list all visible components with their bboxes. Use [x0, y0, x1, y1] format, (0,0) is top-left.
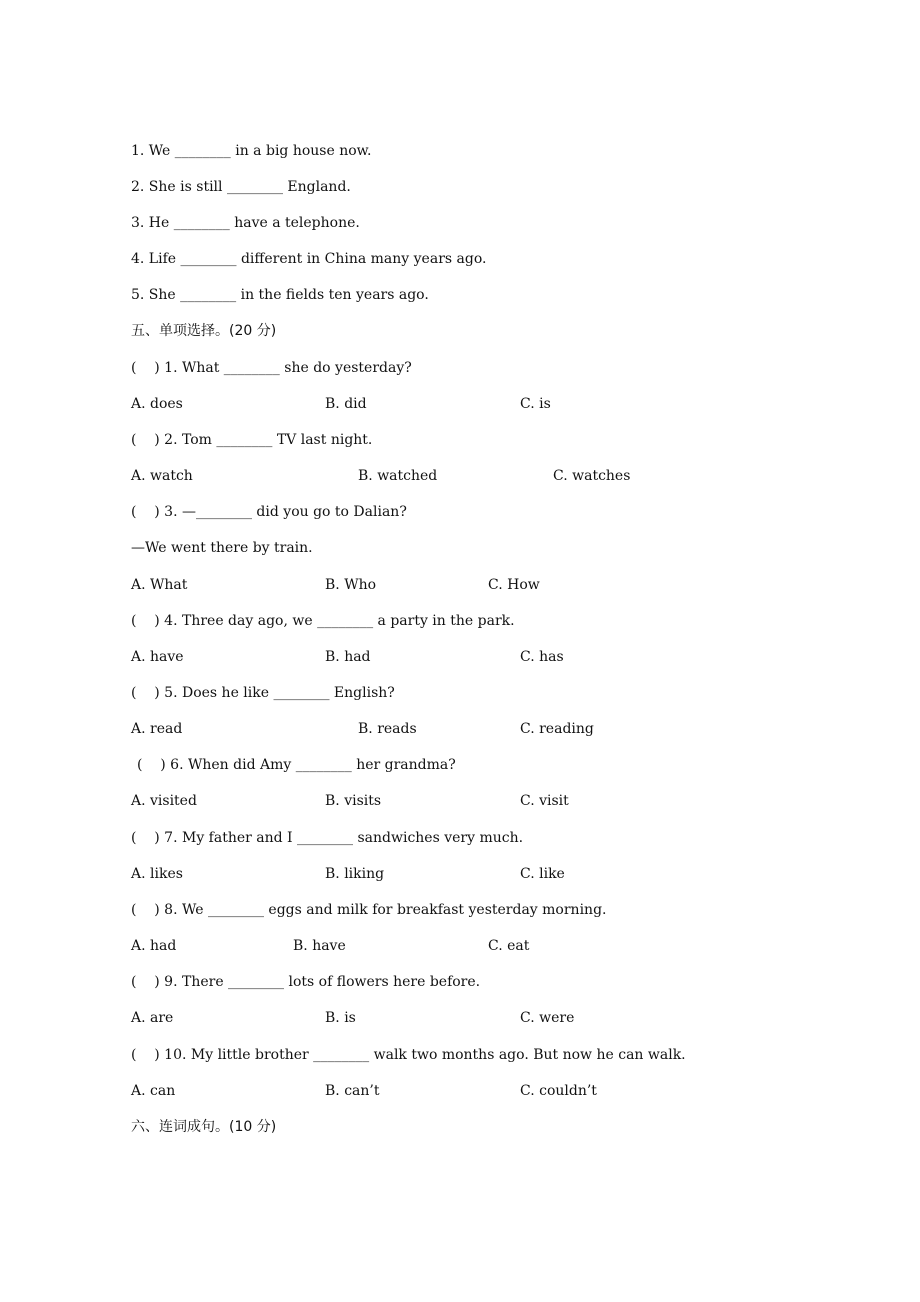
question-3: ( ) 3. —________ did you go to Dalian? — [131, 504, 407, 520]
question-1: ( ) 1. What ________ she do yesterday? — [131, 360, 412, 376]
option-a: A. had — [131, 938, 177, 954]
question-8: ( ) 8. We ________ eggs and milk for breakfast yesterday morning. — [131, 902, 607, 918]
question-2: ( ) 2. Tom ________ TV last night. — [131, 432, 373, 448]
option-a: A. visited — [131, 793, 197, 809]
question-4: ( ) 4. Three day ago, we ________ a party in the park. — [131, 613, 515, 629]
option-b: B. is — [325, 1010, 356, 1026]
fill-item-2: 2. She is still ________ England. — [131, 179, 351, 195]
question-3-answer-line: —We went there by train. — [131, 540, 313, 556]
option-c: C. How — [488, 577, 540, 593]
fill-item-3: 3. He ________ have a telephone. — [131, 215, 360, 231]
option-c: C. eat — [488, 938, 530, 954]
option-c: C. watches — [553, 468, 631, 484]
option-c: C. like — [520, 866, 565, 882]
option-c: C. visit — [520, 793, 569, 809]
option-b: B. liking — [325, 866, 385, 882]
option-a: A. likes — [131, 866, 183, 882]
option-a: A. read — [131, 721, 183, 737]
option-a: A. What — [131, 577, 188, 593]
question-10: ( ) 10. My little brother ________ walk two months ago. But now he can walk. — [131, 1047, 686, 1063]
option-a: A. can — [131, 1083, 176, 1099]
option-b: B. can’t — [325, 1083, 380, 1099]
option-b: B. did — [325, 396, 367, 412]
question-9: ( ) 9. There ________ lots of flowers here before. — [131, 974, 481, 990]
section-heading-6: 六、连词成句。(10 分) — [131, 1119, 277, 1135]
option-b: B. visits — [325, 793, 382, 809]
option-a: A. watch — [131, 468, 193, 484]
fill-item-5: 5. She ________ in the fields ten years ago. — [131, 287, 429, 303]
question-7: ( ) 7. My father and I ________ sandwiches very much. — [131, 830, 524, 846]
fill-item-1: 1. We ________ in a big house now. — [131, 143, 372, 159]
fill-item-4: 4. Life ________ different in China many years ago. — [131, 251, 487, 267]
question-6: ( ) 6. When did Amy ________ her grandma? — [137, 757, 456, 773]
option-c: C. were — [520, 1010, 575, 1026]
option-c: C. has — [520, 649, 564, 665]
option-c: C. reading — [520, 721, 594, 737]
option-a: A. are — [131, 1010, 174, 1026]
option-b: B. have — [293, 938, 346, 954]
section-heading-5: 五、单项选择。(20 分) — [131, 323, 277, 339]
option-b: B. had — [325, 649, 371, 665]
option-a: A. have — [131, 649, 184, 665]
option-c: C. couldn’t — [520, 1083, 597, 1099]
option-b: B. Who — [325, 577, 377, 593]
option-a: A. does — [131, 396, 183, 412]
option-b: B. watched — [358, 468, 438, 484]
question-5: ( ) 5. Does he like ________ English? — [131, 685, 395, 701]
option-b: B. reads — [358, 721, 417, 737]
option-c: C. is — [520, 396, 551, 412]
